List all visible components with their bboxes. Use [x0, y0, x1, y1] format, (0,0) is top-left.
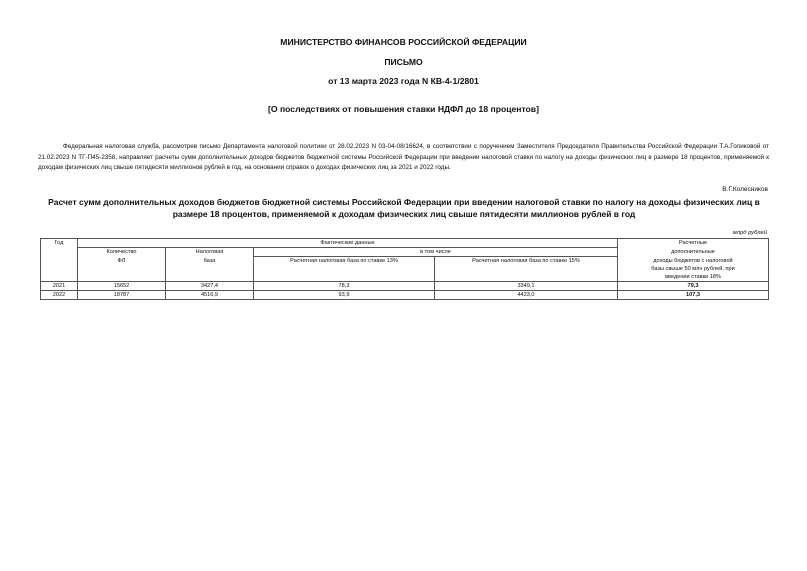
- header-actual: Фактические данные: [78, 239, 618, 248]
- body-paragraph: Федеральная налоговая служба, рассмотрев письмо Департамента налоговой политики от 28.02.2023 N 03-04-08/16624, в соответствии с поручением Заместителя Председателя Правительства Российской Федерации Т.А.Голиковой от 21.02.2023 N ТГ-П45-2358, направляет расчеты сумм дополнительных доходов бюджетов бюджетной системы Российской Федерации при введении налоговой ставки по налогу на доходы физических лиц в размере 18 процентов, применяемой к доходам физических лиц свыше пятидесяти миллионов рублей в год, на основании справок о доходах физических лиц за 2021 и 2022 годы.: [38, 143, 769, 171]
- cell-year: 2022: [41, 290, 78, 299]
- table-units: млрд рублей: [732, 230, 767, 236]
- cell-base13: 93,9: [254, 290, 435, 299]
- doc-subject-heading: [О последствиях от повышения ставки НДФЛ до 18 процентов]: [268, 104, 539, 114]
- header-calc-2: дополнительные: [618, 248, 769, 257]
- ministry-heading: МИНИСТЕРСТВО ФИНАНСОВ РОССИЙСКОЙ ФЕДЕРАЦИИ: [280, 37, 527, 47]
- header-row-3: [41, 257, 769, 265]
- header-calc-3: доходы бюджетов с налоговой: [618, 257, 769, 265]
- cell-count: 18787: [78, 290, 166, 299]
- table-row: [41, 281, 769, 290]
- header-count-2: ФЛ: [78, 257, 166, 282]
- doc-type-heading: ПИСЬМО: [384, 57, 423, 67]
- header-including: в том числе: [254, 248, 618, 257]
- signer-name: В.Г.Колесников: [722, 186, 768, 193]
- cell-year: 2021: [41, 281, 78, 290]
- header-year: Год: [41, 239, 78, 282]
- cell-base15: 4423,0: [435, 290, 618, 299]
- cell-base: 4516,9: [166, 290, 254, 299]
- header-count-1: Количество: [78, 248, 166, 257]
- header-calc-1: Расчетные: [618, 239, 769, 248]
- data-table: [40, 238, 769, 300]
- header-base-2: база: [166, 257, 254, 282]
- header-calc-5: введении ставки 18%: [665, 273, 721, 280]
- doc-date-heading: от 13 марта 2023 года N КВ-4-1/2801: [328, 76, 479, 86]
- cell-base13: 78,3: [254, 281, 435, 290]
- header-calc-4-5: [618, 265, 769, 282]
- header-base-1: Налоговая: [166, 248, 254, 257]
- header-base15: Расчетная налоговая база по ставке 15%: [435, 257, 618, 282]
- cell-count: 15652: [78, 281, 166, 290]
- table-row: [41, 290, 769, 299]
- header-calc-4: базы свыше 50 млн рублей, при: [651, 265, 735, 272]
- header-row-1: [41, 239, 769, 248]
- cell-base: 3427,4: [166, 281, 254, 290]
- header-row-2: [41, 248, 769, 257]
- cell-income: 79,3: [618, 281, 769, 290]
- cell-income: 107,3: [618, 290, 769, 299]
- cell-base15: 3349,1: [435, 281, 618, 290]
- table-title: Расчет сумм дополнительных доходов бюджетов бюджетной системы Российской Федерации при введении налоговой ставки по налогу на доходы физических лиц в размере 18 процентов, применяемой к доходам физических лиц свыше пятидесяти миллионов рублей в год: [48, 197, 760, 219]
- header-base13: Расчетная налоговая база по ставке 13%: [254, 257, 435, 282]
